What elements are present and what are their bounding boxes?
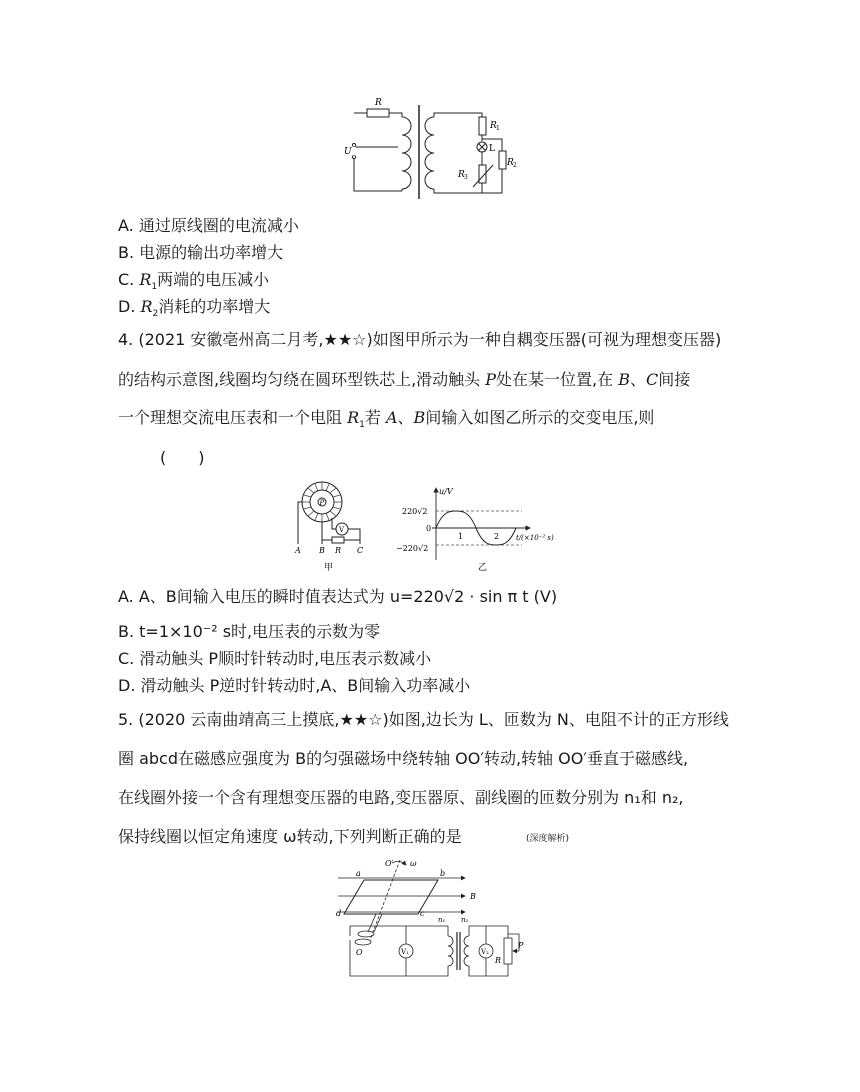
q5-stem-line3: 在线圈外接一个含有理想变压器的电路,变压器原、副线圈的匝数分别为 n₁和 n₂, [118,788,684,807]
jia-label-p: P [319,499,325,507]
q5-stem-line4: 保持线圈以恒定角速度 ω转动,下列判断正确的是 [118,827,462,846]
jia-label-c: C [357,546,364,555]
q5-depth-note: (深度解析) [526,834,570,844]
fig3-label-v2: V₂ [481,948,489,956]
voltage-waveform-figure [392,480,572,575]
q4-line3-var-b: B [413,408,426,427]
q3-option-d [118,297,270,324]
q3-option-d-prefix: D. [118,297,136,316]
q3-option-d-text: 消耗的功率增大 [158,297,271,316]
q3-option-c-sub: 1 [151,282,158,293]
fig3-label-c: c [420,909,425,918]
fig3-label-r: R [495,956,502,965]
q4-line2-var-p: P [485,370,497,389]
q4-option-d: D. 滑动触头 P逆时针转动时,A、B间输入功率减小 [118,676,471,695]
fig3-label-n1: n₁ [438,916,446,924]
jia-caption: 甲 [324,563,334,573]
yi-origin-label: 0 [426,524,432,533]
q4-line3-text-d: 间输入如图乙所示的交变电压,则 [425,408,655,427]
q4-line3-var-a: A [385,408,398,427]
q4-line2-text-a: 的结构示意图,线圈均匀绕在圆环型铁芯上,滑动触头 [118,370,486,389]
q3-option-b: B. 电源的输出功率增大 [118,243,284,262]
q3-option-c-prefix: C. [118,270,135,289]
q3-option-c [118,270,269,297]
fig3-label-omega: ω [410,859,417,868]
fig3-label-d: d [336,909,342,918]
jia-label-r: R [335,546,342,555]
fig1-label-U: U [344,147,352,157]
fig1-label-R: R [375,98,382,108]
q4-line2-var-c: C [646,370,659,389]
q3-option-c-text: 两端的电压减小 [157,270,270,289]
fig3-label-o-top: O′ [385,859,394,868]
jia-label-v: V [339,526,345,534]
q4-line3-text-b: 若 [364,408,386,427]
q5-stem-line2: 圈 abcd在磁感应强度为 B的匀强磁场中绕转轴 OO′转动,转轴 OO′垂直于磁感线, [118,749,689,768]
q3-option-c-var: R [139,270,152,289]
q4-answer-bracket: ( ) [160,448,205,467]
fig1-label-R3: R [458,170,465,180]
fig3-label-n2: n₂ [461,916,469,924]
q3-option-d-var: R [140,297,153,316]
fig1-label-R1: R [490,121,497,131]
yi-ymax-label: 220√2 [402,507,428,516]
q4-line2-var-b: B [618,370,630,389]
q3-option-a: A. 通过原线圈的电流减小 [118,216,299,235]
q4-line2-text-d: 间接 [658,370,691,389]
transformer-circuit-figure [342,95,522,207]
fig3-label-a: a [356,869,361,878]
fig3-label-b: b [440,869,446,878]
fig1-label-R2: R [507,158,514,168]
yi-y-axis-label: u/V [439,487,453,496]
fig1-label-L: L [489,144,495,154]
q4-stem-line2 [118,370,690,390]
q4-line2-text-b: 处在某一位置,在 [496,370,619,389]
q4-line3-sub: 1 [359,420,365,431]
yi-caption: 乙 [478,563,488,573]
fig3-label-p: P [518,941,524,950]
q4-stem-line3 [118,408,654,435]
fig3-label-B: B [470,892,476,901]
fig3-label-o: O [356,948,363,957]
q4-line3-text-c: 、 [397,408,414,427]
q4-option-a: A. A、B间输入电压的瞬时值表达式为 u=220√2 · sin π t (V) [118,587,558,606]
q4-option-b: B. t=1×10⁻² s时,电压表的示数为零 [118,622,381,641]
jia-label-a: A [295,546,301,555]
fig1-label-R2-sub: 2 [513,162,517,169]
q4-line2-text-c: 、 [629,370,646,389]
q4-line3-text-a: 一个理想交流电压表和一个电阻 [118,408,348,427]
rotating-coil-transformer-figure [330,858,530,988]
autotransformer-figure [290,480,380,575]
q4-option-c: C. 滑动触头 P顺时针转动时,电压表示数减小 [118,649,432,668]
q3-option-d-sub: 2 [152,309,159,320]
yi-tick-1: 1 [458,532,464,541]
yi-tick-2: 2 [494,532,500,541]
jia-label-b: B [319,546,325,555]
q5-stem-line1: 5. (2020 云南曲靖高三上摸底,★★☆)如图,边长为 L、匝数为 N、电阻不计的正方形线 [118,710,729,729]
q4-stem-line1: 4. (2021 安徽亳州高二月考,★★☆)如图甲所示为一种自耦变压器(可视为理想变压器) [118,330,722,349]
yi-x-axis-label: t/(×10⁻² s) [516,534,554,542]
fig3-label-v1: V₁ [401,948,409,956]
q4-line3-var-r: R [347,408,360,427]
fig1-label-R1-sub: 1 [496,125,500,132]
yi-ymin-label: −220√2 [396,544,429,553]
fig1-label-R3-sub: 3 [464,174,468,181]
